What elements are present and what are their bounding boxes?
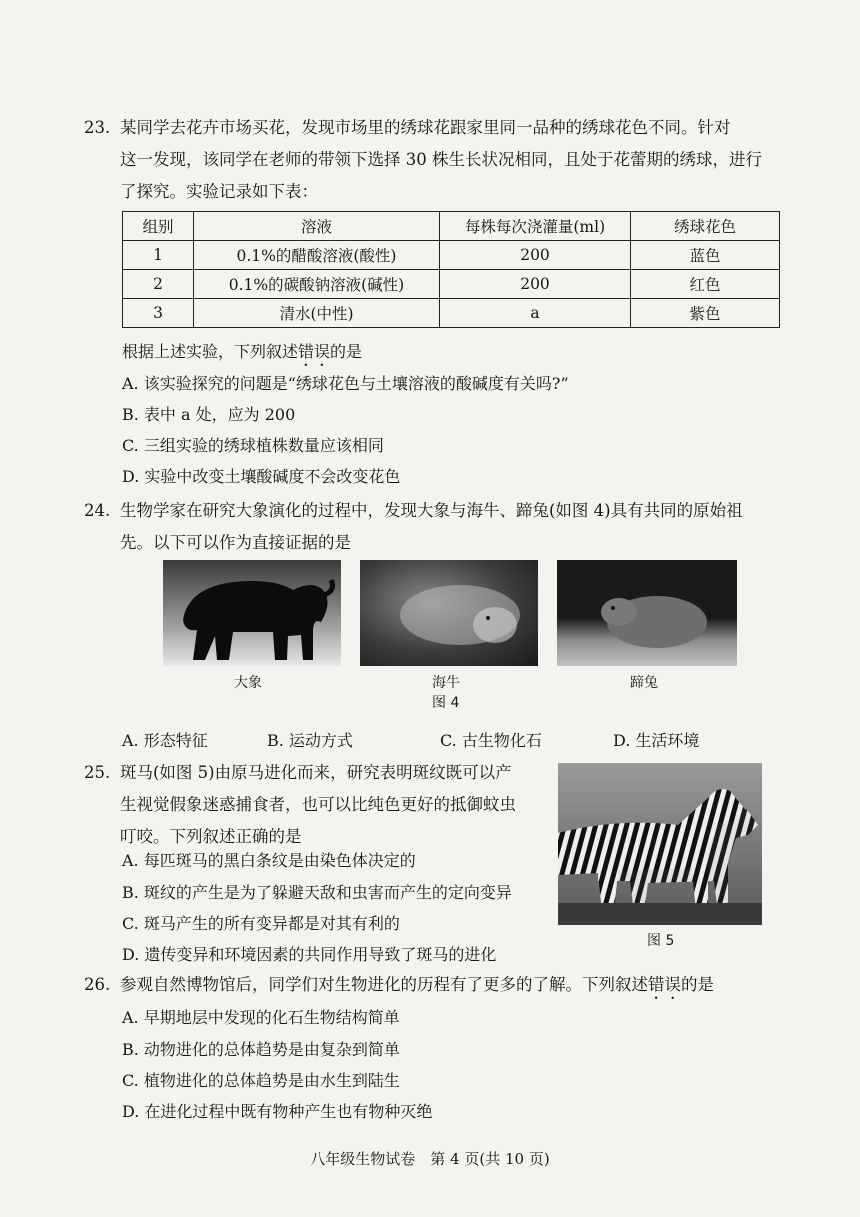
stem-line: 斑马(如图 5)由原马进化而来，研究表明斑纹既可以产 (120, 763, 512, 782)
stem-line: 生视觉假象迷惑捕食者，也可以比纯色更好的抵御蚊虫 (120, 795, 516, 814)
table-cell: 3 (123, 299, 194, 328)
emphasized-word: 错误 (648, 975, 681, 994)
option-c[interactable]: C. 植物进化的总体趋势是由水生到陆生 (122, 1071, 400, 1090)
option-b[interactable]: B. 斑纹的产生是为了躲避天敌和虫害而产生的定向变异 (122, 883, 512, 902)
figure-5-label: 图 5 (647, 933, 675, 949)
stem-line: 某同学去花卉市场买花，发现市场里的绣球花跟家里同一品种的绣球花色不同。针对 (120, 118, 731, 137)
option-b[interactable]: B. 表中 a 处，应为 200 (122, 405, 296, 424)
option-a[interactable]: A. 形态特征 (122, 731, 208, 750)
table-cell: 清水(中性) (194, 299, 440, 328)
option-d[interactable]: D. 在进化过程中既有物种产生也有物种灭绝 (122, 1102, 433, 1121)
question-25 (86, 757, 546, 853)
option-a[interactable]: A. 该实验探究的问题是“绣球花色与土壤溶液的酸碱度有关吗?” (122, 374, 569, 393)
table-row (123, 241, 780, 270)
stem-line: 了探究。实验记录如下表： (120, 182, 318, 201)
table-cell: 200 (440, 270, 631, 299)
option-c[interactable]: C. 三组实验的绣球植株数量应该相同 (122, 436, 384, 455)
question-26 (86, 969, 786, 1003)
figure-caption: 海牛 (432, 675, 460, 691)
table-header: 每株每次浇灌量(ml) (440, 212, 631, 241)
question-number: 23. (84, 118, 111, 137)
option-d[interactable]: D. 实验中改变土壤酸碱度不会改变花色 (122, 467, 401, 486)
question-number: 24. (84, 501, 111, 520)
table-cell: 蓝色 (631, 241, 780, 270)
stem-text: 参观自然博物馆后，同学们对生物进化的历程有了更多的了解。下列叙述 (120, 975, 648, 994)
figure-4-label: 图 4 (432, 695, 460, 711)
stem-text: 的是 (681, 975, 714, 994)
table-row (123, 299, 780, 328)
question-stem (122, 341, 362, 370)
option-d[interactable]: D. 遗传变异和环境因素的共同作用导致了斑马的进化 (122, 945, 497, 964)
table-header: 溶液 (194, 212, 440, 241)
question-number: 26. (84, 975, 111, 994)
option-b[interactable]: B. 运动方式 (267, 731, 353, 750)
table-header-row (123, 212, 780, 241)
table-cell: 红色 (631, 270, 780, 299)
question-24 (86, 495, 786, 559)
table-header: 组别 (123, 212, 194, 241)
table-row (123, 270, 780, 299)
question-number: 25. (84, 763, 111, 782)
option-a[interactable]: A. 早期地层中发现的化石生物结构简单 (122, 1008, 400, 1027)
question-23 (86, 112, 786, 208)
stem-line: 生物学家在研究大象演化的过程中，发现大象与海牛、蹄兔(如图 4)具有共同的原始祖 (120, 501, 743, 520)
stem-line: 这一发现，该同学在老师的带领下选择 30 株生长状况相同，且处于花蕾期的绣球，进行 (120, 150, 762, 169)
option-a[interactable]: A. 每匹斑马的黑白条纹是由染色体决定的 (122, 851, 416, 870)
table-cell: 0.1%的醋酸溶液(酸性) (194, 241, 440, 270)
option-d[interactable]: D. 生活环境 (613, 731, 700, 750)
stem-line (120, 969, 786, 1003)
option-c[interactable]: C. 古生物化石 (440, 731, 542, 750)
elephant-photo-icon (163, 560, 341, 666)
question-stem (86, 757, 546, 853)
table-cell: 200 (440, 241, 631, 270)
option-b[interactable]: B. 动物进化的总体趋势是由复杂到简单 (122, 1040, 400, 1059)
emphasized-word: 错误 (298, 342, 331, 361)
page-footer: 八年级生物试卷 第 4 页(共 10 页) (310, 1150, 550, 1168)
table-cell: a (440, 299, 631, 328)
stem-line: 叮咬。下列叙述正确的是 (120, 827, 302, 846)
experiment-table (122, 211, 780, 328)
stem-line: 先。以下可以作为直接证据的是 (120, 533, 351, 552)
figure-caption: 蹄兔 (630, 675, 658, 691)
table-cell: 1 (123, 241, 194, 270)
zebra-photo-icon (558, 763, 762, 925)
question-stem (86, 112, 786, 208)
table-cell: 紫色 (631, 299, 780, 328)
stem-text: 根据上述实验，下列叙述 (122, 342, 299, 361)
figure-caption: 大象 (234, 675, 262, 691)
hyrax-photo-icon (557, 560, 737, 666)
option-c[interactable]: C. 斑马产生的所有变异都是对其有利的 (122, 914, 400, 933)
table-cell: 2 (123, 270, 194, 299)
question-stem (86, 495, 786, 559)
table-header: 绣球花色 (631, 212, 780, 241)
manatee-photo-icon (360, 560, 538, 666)
table-cell: 0.1%的碳酸钠溶液(碱性) (194, 270, 440, 299)
question-stem (86, 969, 786, 1003)
stem-text: 的是 (330, 342, 363, 361)
